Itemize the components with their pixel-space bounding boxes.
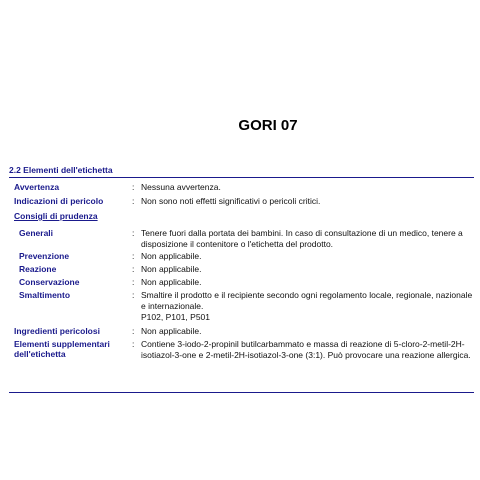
colon: : [132, 182, 135, 192]
value-conservazione: Non applicabile. [141, 277, 202, 287]
label-consigli: Consigli di prudenza [14, 211, 98, 221]
colon: : [132, 264, 135, 274]
value-ingredienti: Non applicabile. [141, 326, 202, 336]
value-generali: Tenere fuori dalla portata dei bambini. In caso di consultazione di un medico, tenere a disposizione il contenitore o l'etichetta del prodotto. [141, 228, 463, 249]
value-avvertenza: Nessuna avvertenza. [141, 182, 221, 192]
document-title: GORI 07 [238, 117, 298, 134]
label-ingredienti: Ingredienti pericolosi [14, 326, 100, 336]
colon: : [132, 277, 135, 287]
colon: : [132, 251, 135, 261]
value-smaltimento-codes: P102, P101, P501 [141, 312, 211, 322]
colon: : [132, 196, 135, 206]
section-divider-top [9, 177, 474, 178]
label-elementi-line1: Elementi supplementari [14, 339, 110, 349]
value-prevenzione: Non applicabile. [141, 251, 202, 261]
section-heading: 2.2 Elementi dell'etichetta [9, 165, 113, 175]
label-reazione: Reazione [19, 264, 57, 274]
colon: : [132, 326, 135, 336]
label-smaltimento: Smaltimento [19, 290, 71, 300]
colon: : [132, 228, 135, 238]
value-smaltimento: Smaltire il prodotto e il recipiente secondo ogni regolamento locale, regionale, nazionale e internazionale. [141, 290, 473, 311]
label-prevenzione: Prevenzione [19, 251, 70, 261]
label-conservazione: Conservazione [19, 277, 80, 287]
value-elementi: Contiene 3-iodo-2-propinil butilcarbammato e massa di reazione di 5-cloro-2-metil-2H-isotiazol-3-one e 2-metil-2H-isotiazol-3-one (3:1). Può provocare una reazione allergica. [141, 339, 471, 360]
label-indicazioni: Indicazioni di pericolo [14, 196, 104, 206]
label-elementi-line2: dell'etichetta [14, 349, 66, 359]
value-reazione: Non applicabile. [141, 264, 202, 274]
colon: : [132, 290, 135, 300]
value-indicazioni: Non sono noti effetti significativi o pericoli critici. [141, 196, 321, 206]
section-divider-bottom [9, 392, 474, 393]
label-avvertenza: Avvertenza [14, 182, 60, 192]
colon: : [132, 339, 135, 349]
label-generali: Generali [19, 228, 54, 238]
